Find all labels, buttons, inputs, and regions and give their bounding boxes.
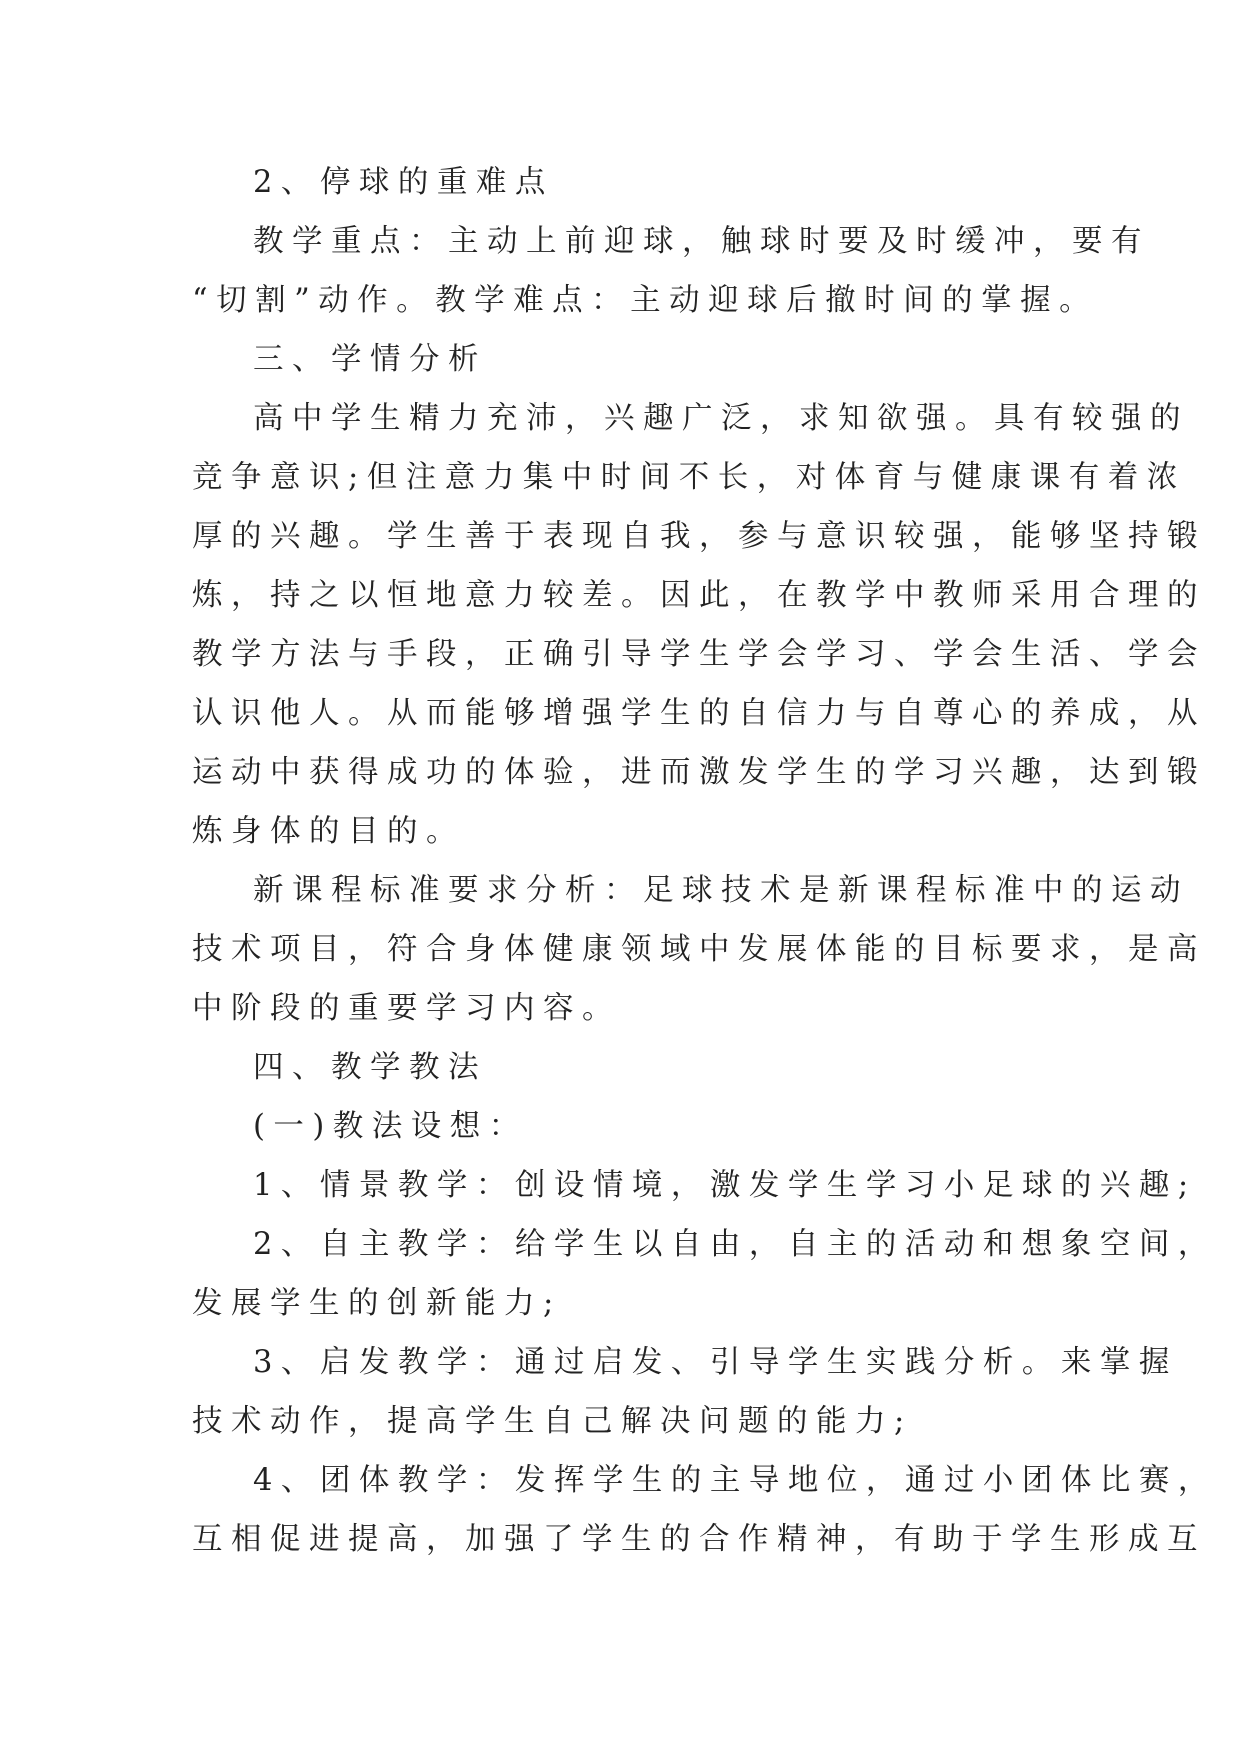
paragraph-line: 中阶段的重要学习内容。 bbox=[192, 991, 621, 1026]
paragraph-line: 教学方法与手段，正确引导学生学会学习、学会生活、学会 bbox=[192, 637, 1206, 672]
section-heading: 四、教学教法 bbox=[253, 1050, 487, 1085]
paragraph-line: 高中学生精力充沛，兴趣广泛，求知欲强。具有较强的 bbox=[253, 401, 1189, 436]
paragraph-line: 厚的兴趣。学生善于表现自我，参与意识较强，能够坚持锻 bbox=[192, 519, 1206, 554]
list-item: 2、自主教学：给学生以自由，自主的活动和想象空间， bbox=[253, 1227, 1217, 1262]
list-item: 4、团体教学：发挥学生的主导地位，通过小团体比赛， bbox=[253, 1463, 1217, 1498]
paragraph-line: 认识他人。从而能够增强学生的自信力与自尊心的养成，从 bbox=[192, 696, 1206, 731]
paragraph-line: 运动中获得成功的体验，进而激发学生的学习兴趣，达到锻 bbox=[192, 755, 1206, 790]
list-item: 3、启发教学：通过启发、引导学生实践分析。来掌握 bbox=[253, 1345, 1178, 1380]
list-item: 1、情景教学：创设情境，激发学生学习小足球的兴趣; bbox=[253, 1168, 1197, 1203]
section-heading: 三、学情分析 bbox=[253, 342, 487, 377]
paragraph-line: 教学重点：主动上前迎球，触球时要及时缓冲，要有 bbox=[253, 224, 1150, 259]
list-item-continuation: 互相促进提高，加强了学生的合作精神，有助于学生形成互 bbox=[192, 1522, 1206, 1557]
section-heading: 2、停球的重难点 bbox=[253, 165, 554, 200]
paragraph-line: 炼，持之以恒地意力较差。因此，在教学中教师采用合理的 bbox=[192, 578, 1206, 613]
paragraph-line: 新课程标准要求分析：足球技术是新课程标准中的运动 bbox=[253, 873, 1189, 908]
subsection-heading: (一)教法设想： bbox=[253, 1109, 528, 1144]
paragraph-line: 炼身体的目的。 bbox=[192, 814, 465, 849]
paragraph-line: 技术项目，符合身体健康领域中发展体能的目标要求，是高 bbox=[192, 932, 1206, 967]
list-item-continuation: 发展学生的创新能力; bbox=[192, 1286, 562, 1321]
list-item-continuation: 技术动作，提高学生自己解决问题的能力; bbox=[192, 1404, 913, 1439]
paragraph-line: “切割”动作。教学难点：主动迎球后撤时间的掌握。 bbox=[192, 283, 1099, 318]
paragraph-line: 竞争意识;但注意力集中时间不长，对体育与健康课有着浓 bbox=[192, 460, 1186, 495]
